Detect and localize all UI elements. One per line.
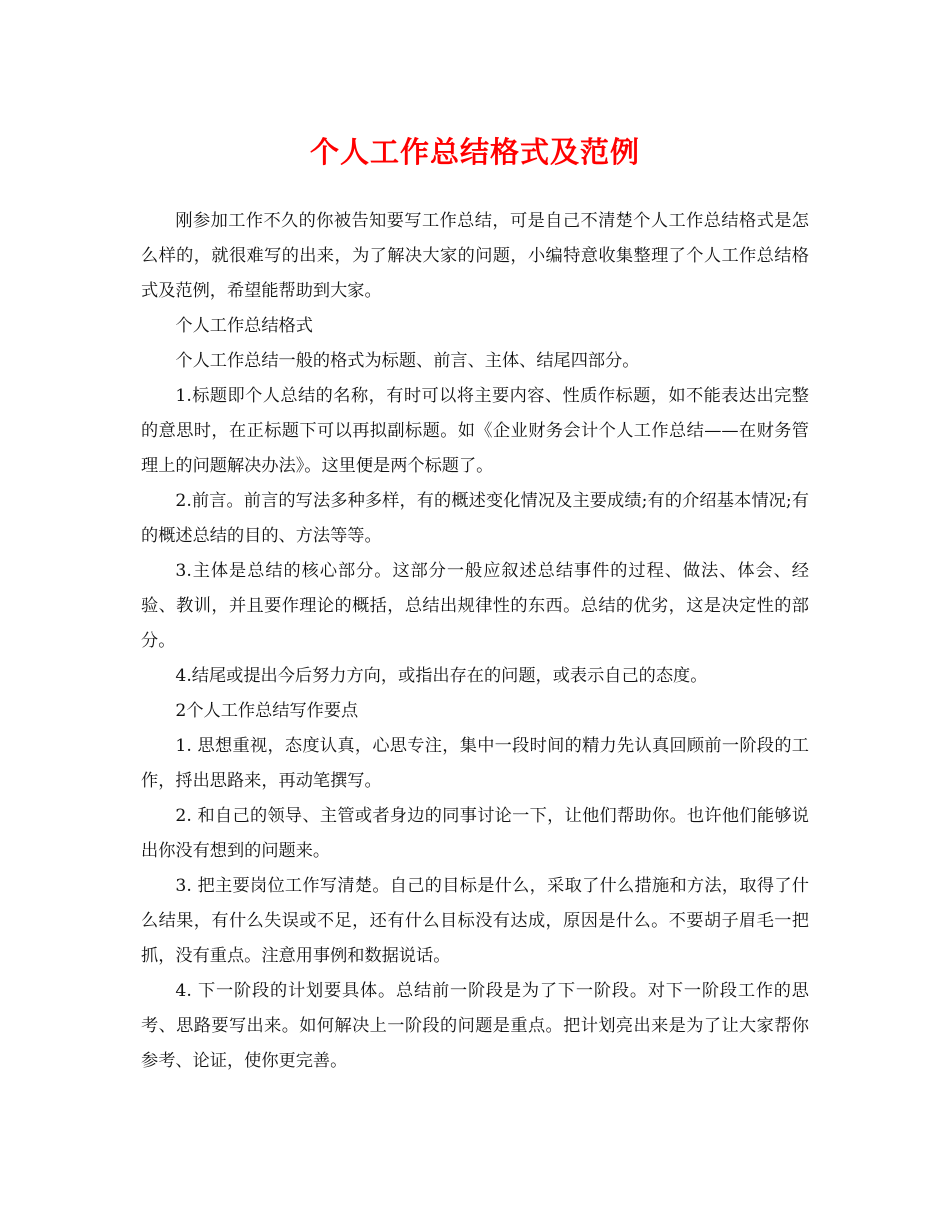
section-heading-key-points: 2个人工作总结写作要点 (175, 701, 359, 721)
section-heading-format: 个人工作总结格式 (175, 316, 313, 336)
key-point-2: 2. 和自己的领导、主管或者身边的同事讨论一下，让他们帮助你。也许他们能够说出你没有想到的问题来。 (141, 806, 809, 861)
key-point-4: 4. 下一阶段的计划要具体。总结前一阶段是为了下一阶段。对下一阶段工作的思考、思路要写出来。如何解决上一阶段的问题是重点。把计划亮出来是为了让大家帮你参考、论证，使你更完善。 (141, 981, 809, 1071)
key-point-3: 3. 把主要岗位工作写清楚。自己的目标是什么，采取了什么措施和方法，取得了什么结果，有什么失误或不足，还有什么目标没有达成，原因是什么。不要胡子眉毛一把抓，没有重点。注意用事例和数据说话。 (141, 876, 809, 966)
key-point-1: 1. 思想重视，态度认真，心思专注，集中一段时间的精力先认真回顾前一阶段的工作，捋出思路来，再动笔撰写。 (141, 736, 809, 791)
format-item-ending: 4.结尾或提出今后努力方向，或指出存在的问题，或表示自己的态度。 (175, 666, 708, 686)
document-body (141, 204, 809, 1079)
intro-paragraph: 刚参加工作不久的你被告知要写工作总结，可是自己不清楚个人工作总结格式是怎么样的，就很难写的出来，为了解决大家的问题，小编特意收集整理了个人工作总结格式及范例，希望能帮助到大家。 (141, 211, 809, 301)
document-title: 个人工作总结格式及范例 (309, 135, 640, 169)
format-overview-paragraph: 个人工作总结一般的格式为标题、前言、主体、结尾四部分。 (175, 351, 640, 371)
format-item-title: 1.标题即个人总结的名称，有时可以将主要内容、性质作标题，如不能表达出完整的意思时，在正标题下可以再拟副标题。如《企业财务会计个人工作总结——在财务管理上的问题解决办法》。这里便是两个标题了。 (141, 386, 809, 476)
format-item-preface: 2.前言。前言的写法多种多样，有的概述变化情况及主要成绩;有的介绍基本情况;有的概述总结的目的、方法等等。 (141, 491, 809, 546)
format-item-main-body: 3.主体是总结的核心部分。这部分一般应叙述总结事件的过程、做法、体会、经验、教训，并且要作理论的概括，总结出规律性的东西。总结的优劣，这是决定性的部分。 (141, 561, 809, 651)
